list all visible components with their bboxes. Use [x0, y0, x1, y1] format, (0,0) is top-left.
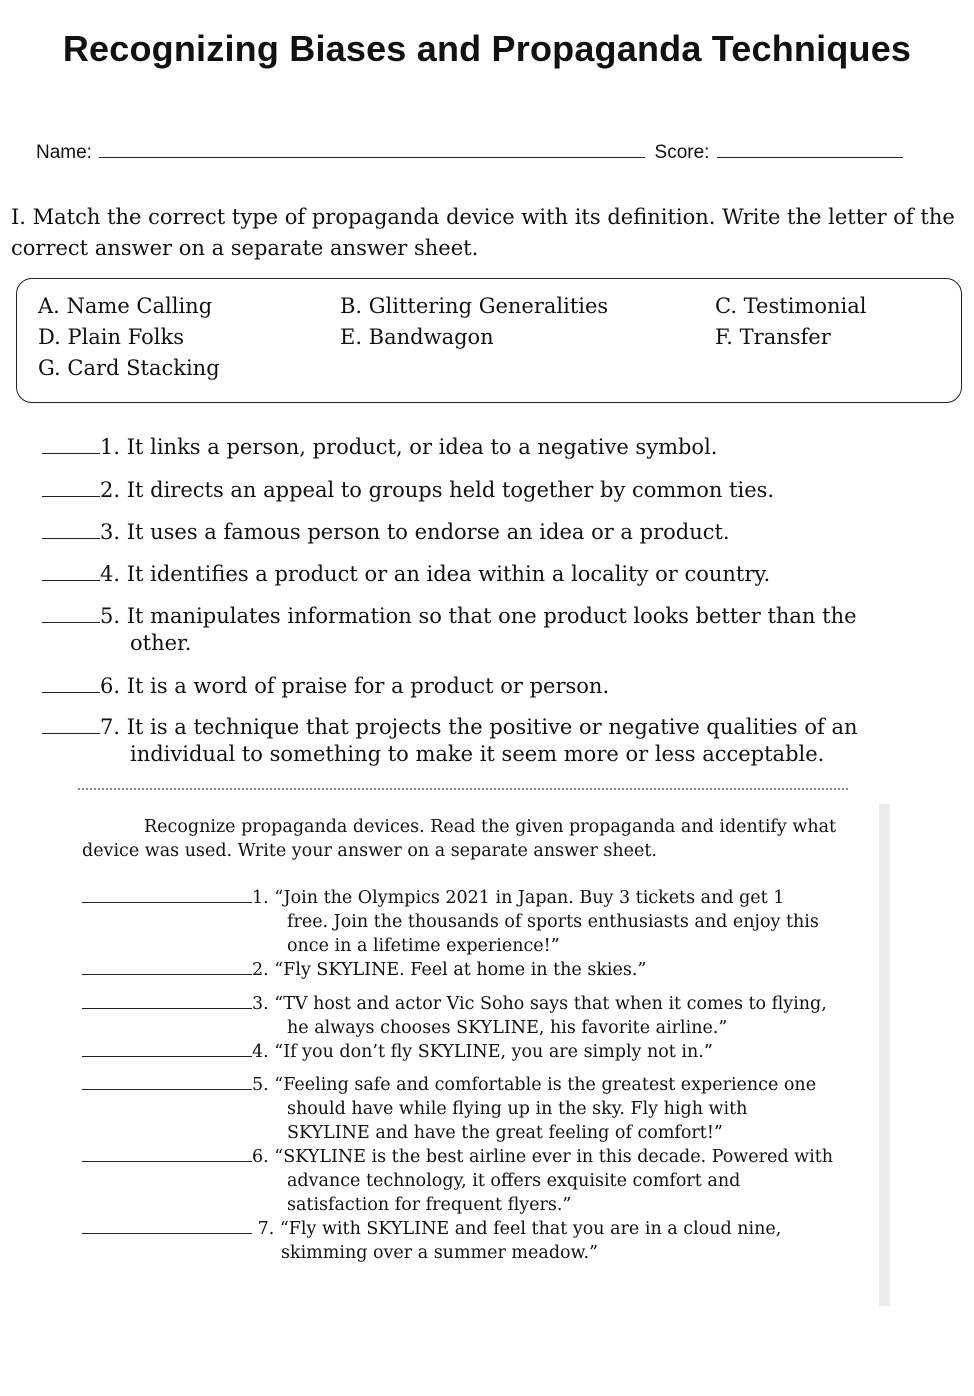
name-label: Name:: [36, 142, 92, 163]
part1-item: 3. It uses a famous person to endorse an idea or a product.: [42, 519, 730, 546]
choice-c: C. Testimonial: [715, 294, 867, 318]
section-divider: [78, 788, 848, 794]
choices-box: [16, 278, 962, 403]
answer-blank[interactable]: [42, 439, 100, 454]
answer-blank[interactable]: [82, 890, 252, 903]
answer-blank[interactable]: [82, 1044, 252, 1057]
answer-blank[interactable]: [82, 1077, 252, 1090]
answer-blank[interactable]: [82, 962, 252, 975]
part1-instructions: I. Match the correct type of propaganda device with its definition. Write the letter of the correct answer on a separate answer sheet.: [11, 205, 955, 260]
choice-f: F. Transfer: [715, 325, 831, 349]
part2-item: 2. “Fly SKYLINE. Feel at home in the skies.”: [82, 958, 646, 982]
answer-blank[interactable]: [82, 1149, 252, 1162]
part2-item: 4. “If you don’t fly SKYLINE, you are simply not in.”: [82, 1040, 713, 1064]
choice-d: D. Plain Folks: [38, 325, 185, 349]
part2-item: 1. “Join the Olympics 2021 in Japan. Buy 3 tickets and get 1 free. Join the thousands of sports enthusiasts and enjoy this once in a lifetime experience!”: [82, 886, 819, 958]
answer-blank[interactable]: [42, 608, 100, 623]
answer-blank[interactable]: [42, 524, 100, 539]
answer-blank[interactable]: [82, 996, 252, 1009]
answer-blank[interactable]: [42, 566, 100, 581]
part1-item: 6. It is a word of praise for a product or person.: [42, 673, 609, 700]
choice-e: E. Bandwagon: [340, 325, 494, 349]
name-score-row: [36, 141, 903, 164]
scroll-strip: [879, 804, 890, 1306]
part2-instructions-line2: device was used. Write your answer on a separate answer sheet.: [82, 841, 657, 861]
part1-item: 1. It links a person, product, or idea to a negative symbol.: [42, 434, 717, 461]
part1-item: 4. It identifies a product or an idea within a locality or country.: [42, 561, 770, 588]
part2-item: 3. “TV host and actor Vic Soho says that when it comes to flying, he always chooses SKYLINE, his favorite airline.”: [82, 992, 827, 1040]
choice-g: G. Card Stacking: [38, 356, 220, 380]
part2-item: 7. “Fly with SKYLINE and feel that you are in a cloud nine, skimming over a summer meadow.”: [82, 1217, 781, 1265]
part2-item: 6. “SKYLINE is the best airline ever in this decade. Powered with advance technology, it offers exquisite comfort and satisfaction for frequent flyers.”: [82, 1145, 833, 1217]
choice-b: B. Glittering Generalities: [340, 294, 609, 318]
choice-a: A. Name Calling: [38, 294, 213, 318]
name-blank[interactable]: [99, 141, 645, 158]
answer-blank[interactable]: [42, 719, 100, 734]
part1-item: 5. It manipulates information so that one product looks better than the other.: [42, 603, 857, 657]
part2-item: 5. “Feeling safe and comfortable is the greatest experience one should have while flying up in the sky. Fly high with SKYLINE and have the great feeling of comfort!”: [82, 1073, 816, 1145]
part1-item: 2. It directs an appeal to groups held together by common ties.: [42, 477, 774, 504]
answer-blank[interactable]: [82, 1221, 252, 1234]
answer-blank[interactable]: [42, 678, 100, 693]
part2-instructions-line1: Recognize propaganda devices. Read the given propaganda and identify what: [144, 817, 837, 837]
score-blank[interactable]: [717, 141, 903, 158]
worksheet-title: Recognizing Biases and Propaganda Techniques: [62, 28, 912, 69]
score-label: Score:: [654, 142, 710, 163]
part1-item: 7. It is a technique that projects the positive or negative qualities of an individual to something to make it seem more or less acceptable.: [42, 714, 858, 768]
answer-blank[interactable]: [42, 482, 100, 497]
